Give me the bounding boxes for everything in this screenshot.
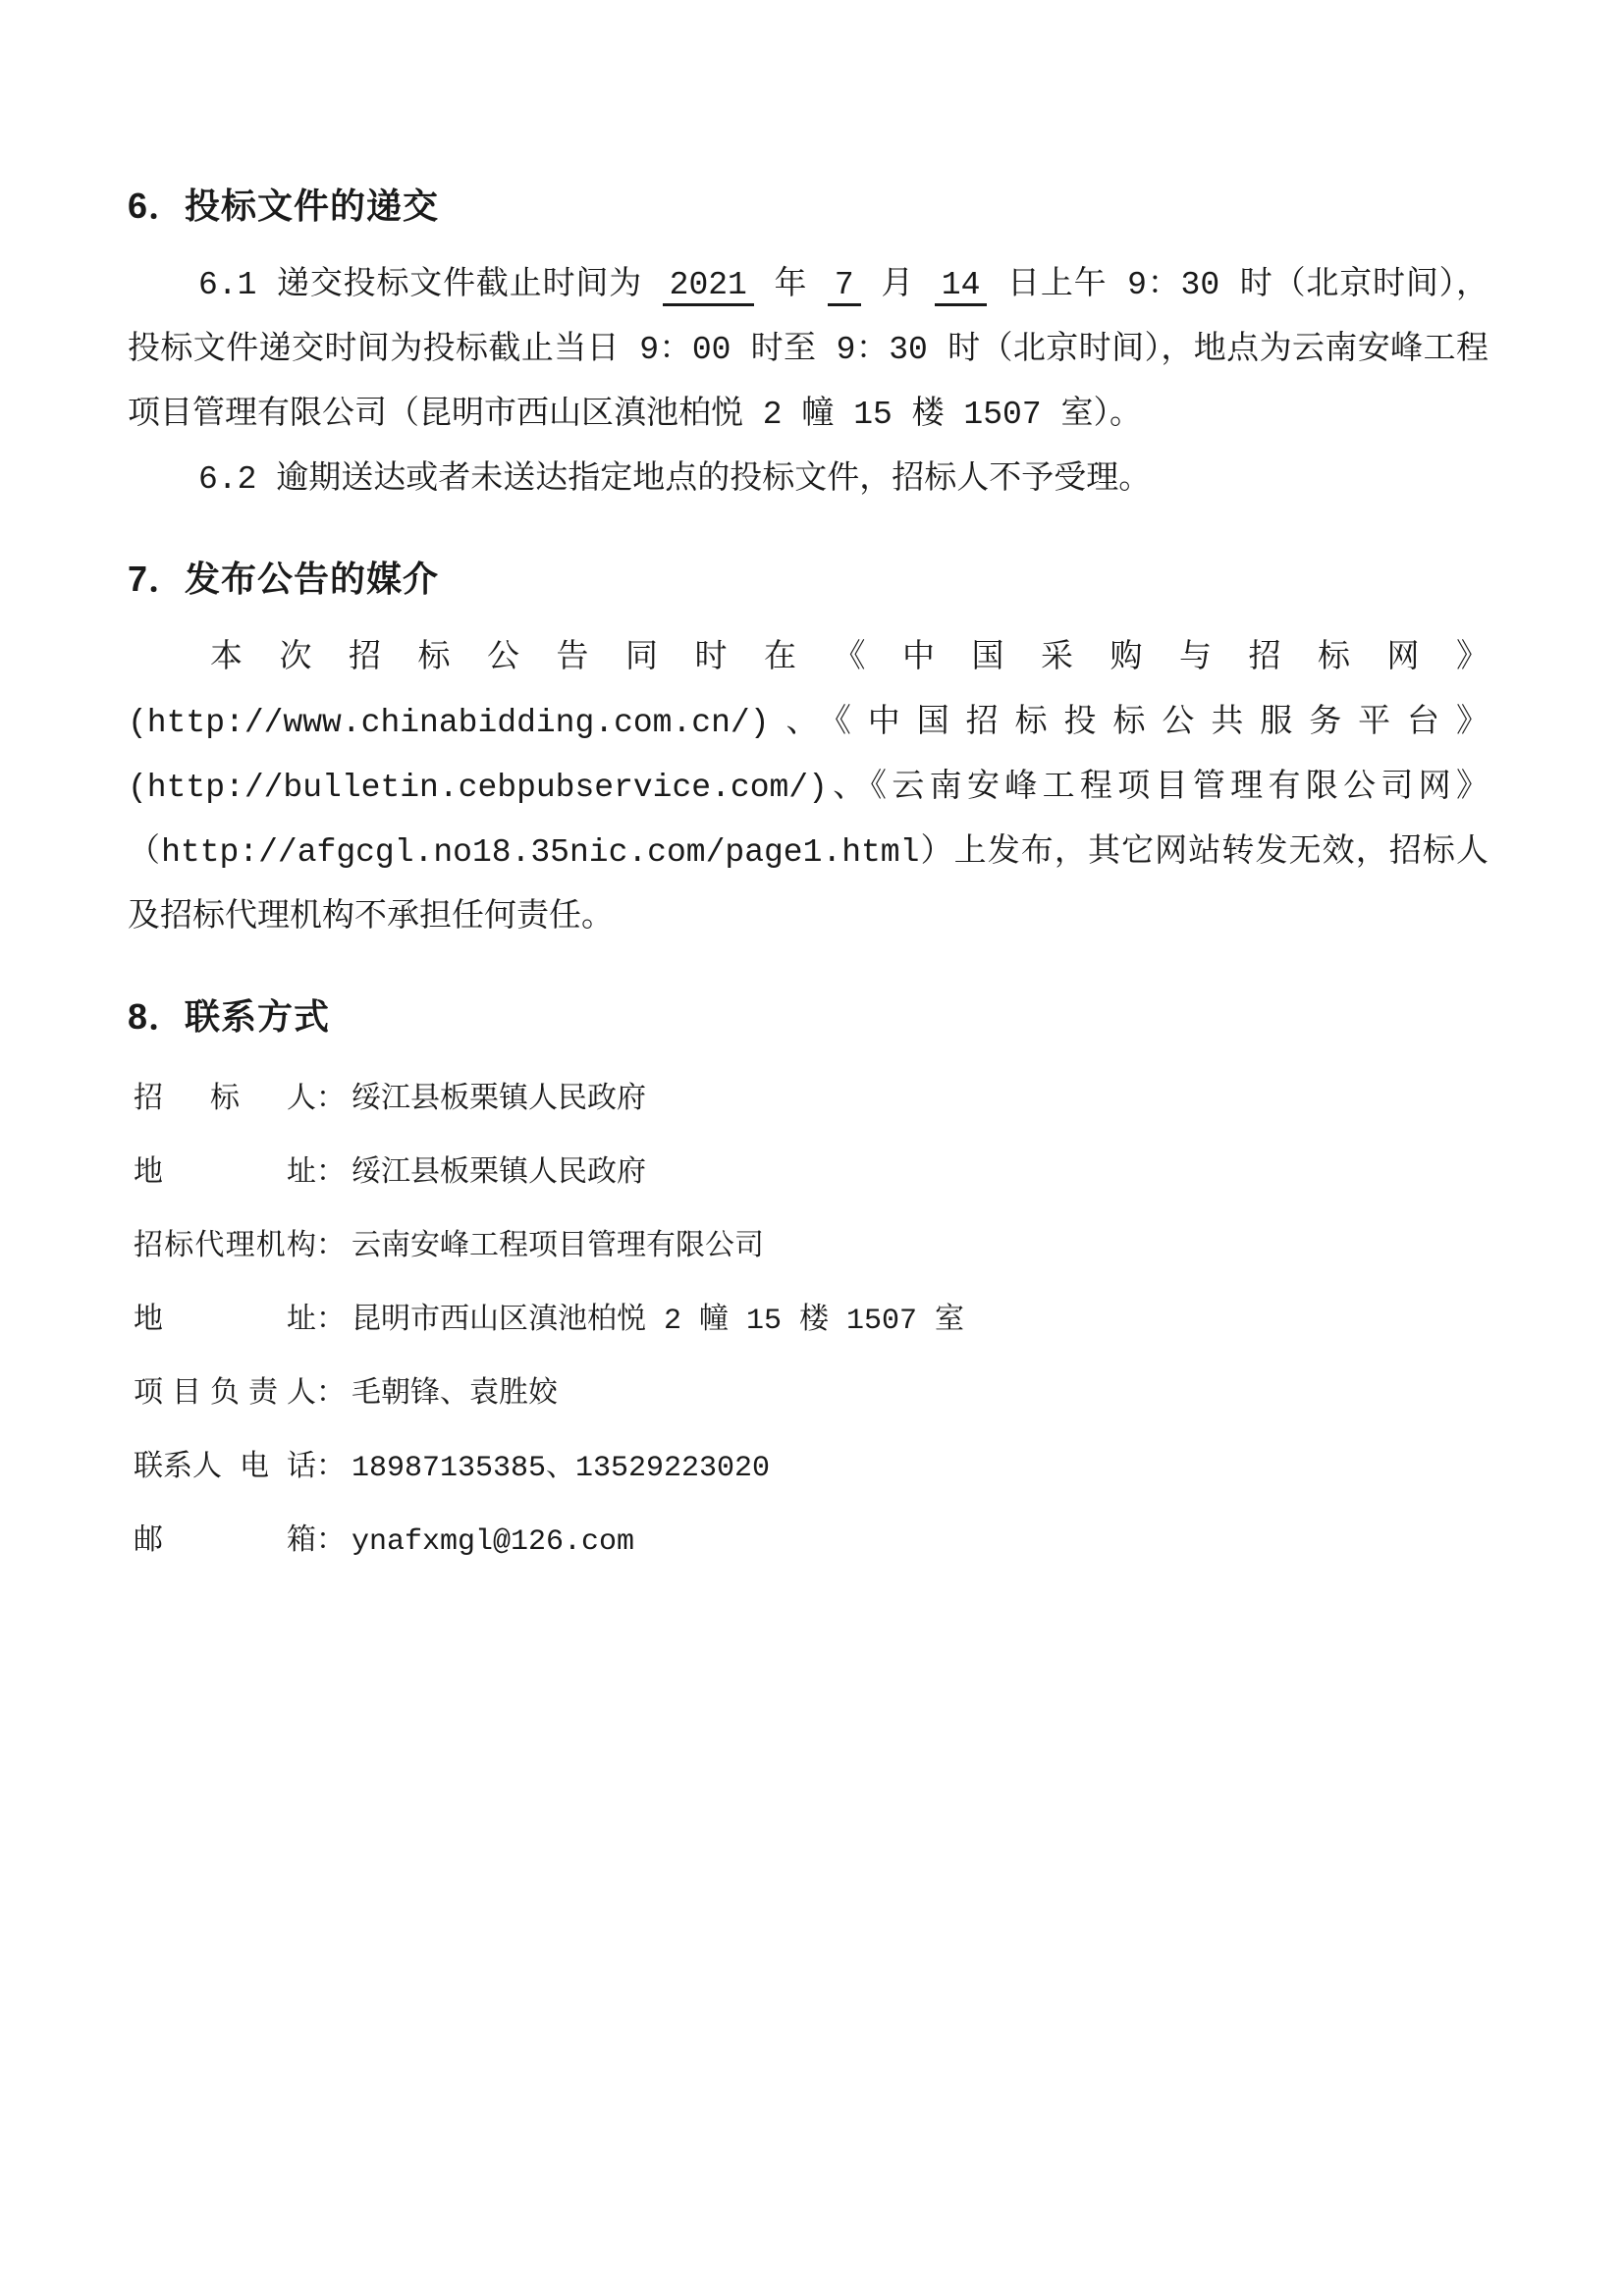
paragraph-6-2: 6.2 逾期送达或者未送达指定地点的投标文件，招标人不予受理。 — [198, 461, 1152, 498]
contact-row-phone — [134, 1432, 1489, 1506]
text-segment: 月 — [860, 267, 935, 303]
contact-label: 项目负责人 — [134, 1378, 316, 1412]
section-7-heading: 7．发布公告的媒介 — [128, 559, 440, 599]
contact-label: 联系人 电 话 — [134, 1452, 317, 1485]
contact-value: ynafxmgl@126.com — [352, 1525, 635, 1559]
contact-list — [128, 1064, 1489, 1579]
underlined-value: 2021 — [663, 267, 754, 306]
contact-colon: ： — [316, 1525, 346, 1559]
text-segment: 年 — [753, 267, 828, 303]
text-segment: 6.1 递交投标文件截止时间为 — [198, 267, 663, 303]
contact-value: 毛朝锋、袁胜姣 — [352, 1378, 558, 1412]
section-6-heading: 6．投标文件的递交 — [128, 186, 440, 226]
contact-colon: ： — [316, 1157, 346, 1191]
section-8-heading: 8．联系方式 — [128, 996, 331, 1037]
contact-label: 招标人 — [134, 1084, 316, 1117]
contact-row-project-leads — [134, 1359, 1489, 1432]
underlined-value: 14 — [935, 267, 988, 306]
contact-row-tenderee-address — [134, 1138, 1489, 1211]
contact-colon: ： — [316, 1084, 346, 1117]
contact-value: 绥江县板栗镇人民政府 — [352, 1157, 646, 1191]
contact-value: 云南安峰工程项目管理有限公司 — [352, 1231, 764, 1264]
contact-value: 昆明市西山区滇池柏悦 2 幢 15 楼 1507 室 — [352, 1305, 965, 1338]
contact-value: 绥江县板栗镇人民政府 — [352, 1084, 646, 1117]
contact-colon: ： — [316, 1305, 346, 1338]
section-announcement-media — [128, 556, 1489, 950]
contact-label: 地址 — [134, 1157, 316, 1191]
contact-row-tenderee — [134, 1064, 1489, 1138]
contact-row-email — [134, 1506, 1489, 1579]
contact-label: 邮箱 — [134, 1525, 316, 1559]
contact-colon: ： — [316, 1231, 346, 1264]
contact-label: 招标代理机构 — [134, 1231, 316, 1264]
contact-label: 地址 — [134, 1305, 316, 1338]
text-segment: 日上午 9：30 时（北京时间），投标文件递交时间为投标截止当日 9：00 时至 9：30 时（北京时间），地点为云南安峰工程项目管理有限公司（昆明市西山区滇池柏悦 2 幢 15 楼 1507 室）。 — [128, 267, 1489, 433]
section-bid-submission — [128, 183, 1489, 512]
contact-row-agency — [134, 1211, 1489, 1285]
contact-colon: ： — [316, 1452, 346, 1485]
paragraph-6-1 — [128, 253, 1489, 448]
contact-value: 18987135385、13529223020 — [352, 1452, 771, 1485]
contact-row-agency-address — [134, 1285, 1489, 1359]
section-contact-info — [128, 993, 1489, 1579]
paragraph-7: 本次招标公告同时在《中国采购与招标网》(http://www.chinabidding.com.cn/)、《中国招标投标公共服务平台》(http://bulletin.cebpubservice.com/)、《云南安峰工程项目管理有限公司网》（http://afgcgl.no18.35nic.com/page1.html）上发布，其它网站转发无效，招标人及招标代理机构不承担任何责任。 — [128, 640, 1489, 935]
underlined-value: 7 — [828, 267, 861, 306]
contact-colon: ： — [316, 1378, 346, 1412]
